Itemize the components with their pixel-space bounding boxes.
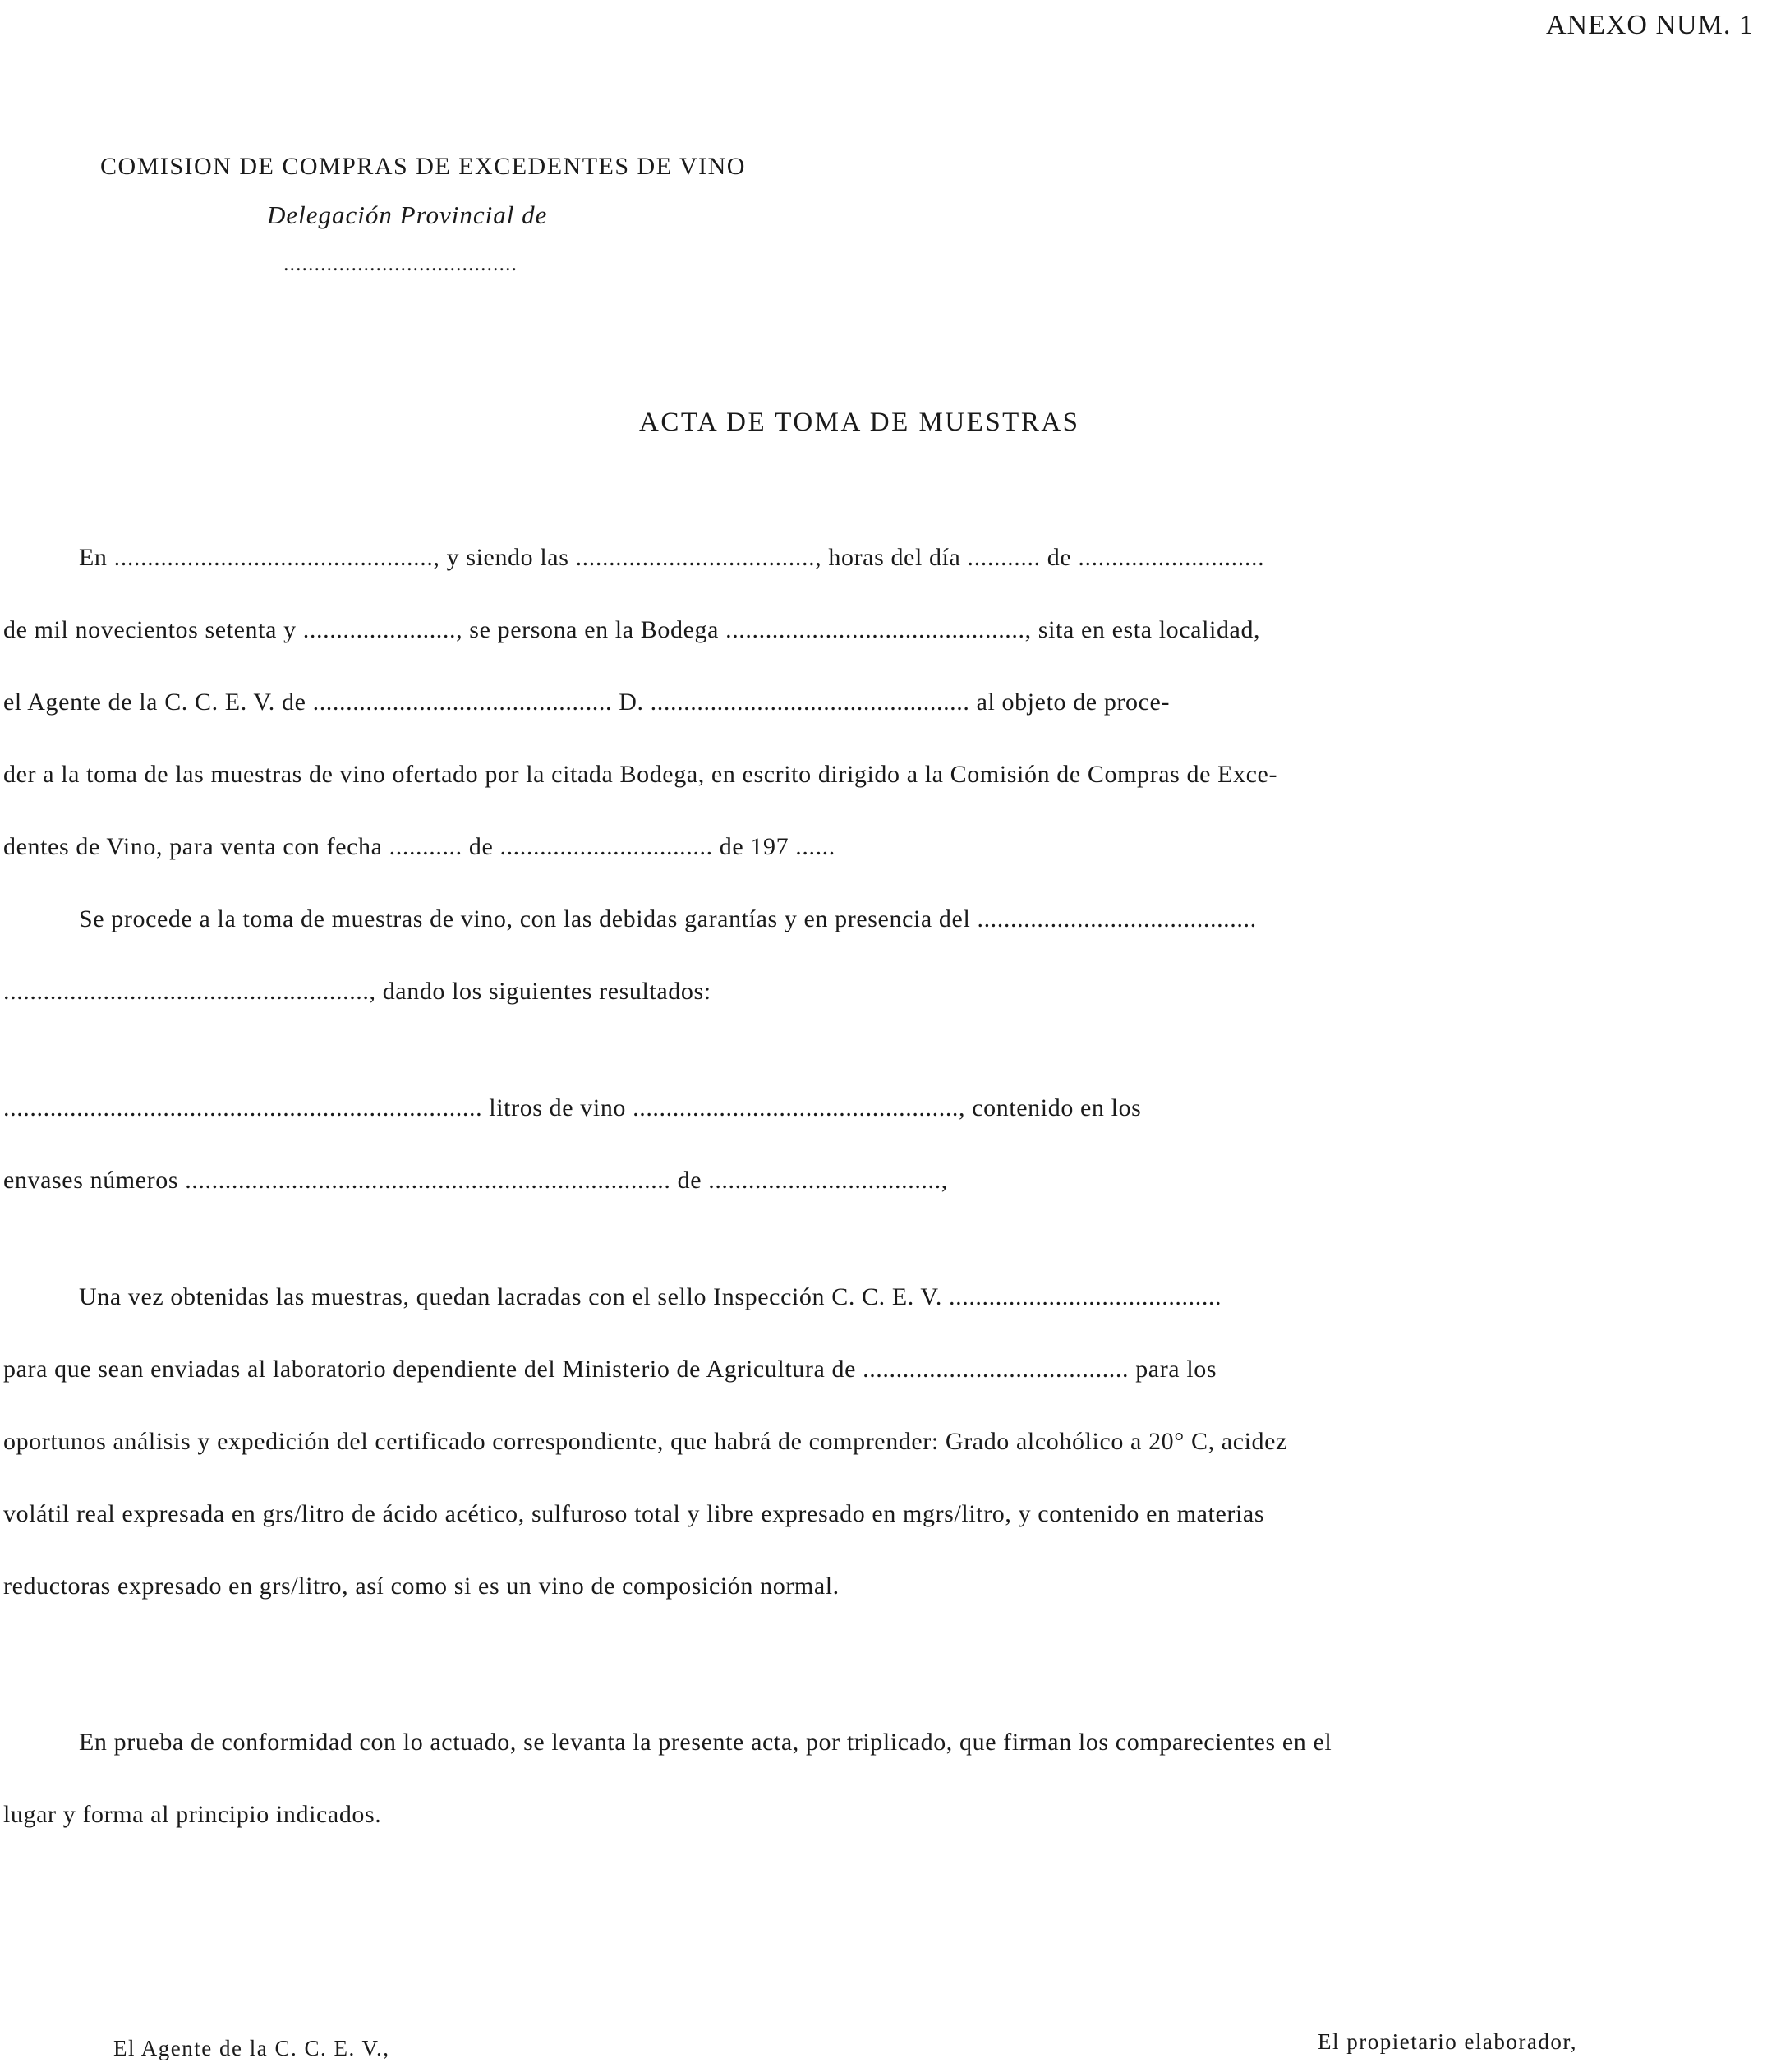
document-title: ACTA DE TOMA DE MUESTRAS [639, 407, 1080, 437]
body-line: envases números ......................................................................... de ..................................., [3, 1167, 948, 1194]
body-line: el Agente de la C. C. E. V. de ............................................. D. ................................................ al objeto de proce- [3, 688, 1171, 716]
body-line: volátil real expresada en grs/litro de ácido acético, sulfuroso total y libre expresado en mgrs/litro, y contenido en materias [3, 1500, 1265, 1527]
body-line: dentes de Vino, para venta con fecha ........... de ................................ de 197 ...... [3, 833, 835, 860]
body-line: para que sean enviadas al laboratorio dependiente del Ministerio de Agricultura de ........................................ para los [3, 1356, 1217, 1383]
body-line: reductoras expresado en grs/litro, así como si es un vino de composición normal. [3, 1572, 840, 1600]
body-line: Se procede a la toma de muestras de vino, con las debidas garantías y en presencia del .......................................... [79, 905, 1257, 932]
delegation-blank-field: ...................................... [283, 251, 518, 275]
body-line: de mil novecientos setenta y ......................., se persona en la Bodega ............................................., sita en esta localidad, [3, 616, 1261, 643]
body-line: der a la toma de las muestras de vino ofertado por la citada Bodega, en escrito dirigido a la Comisión de Compras de Exce- [3, 761, 1278, 788]
body-line: lugar y forma al principio indicados. [3, 1801, 382, 1828]
body-line: ......................................................., dando los siguientes resultados: [3, 978, 711, 1005]
agent-signature-label: El Agente de la C. C. E. V., [113, 2036, 390, 2060]
body-line: oportunos análisis y expedición del certificado correspondiente, que habrá de comprender: Grado alcohólico a 20° C, acidez [3, 1428, 1287, 1455]
body-line: En ................................................, y siendo las ...................................., horas del día ........... de ............................ [79, 544, 1265, 571]
body-line: En prueba de conformidad con lo actuado, se levanta la presente acta, por triplicado, que firman los comparecientes en el [79, 1729, 1332, 1756]
body-line: Una vez obtenidas las muestras, quedan lacradas con el sello Inspección C. C. E. V. ......................................... [79, 1283, 1222, 1310]
delegation-label: Delegación Provincial de [267, 200, 548, 229]
organization-name: COMISION DE COMPRAS DE EXCEDENTES DE VINO [100, 153, 746, 180]
annex-number: ANEXO NUM. 1 [1546, 10, 1754, 40]
owner-signature-label: El propietario elaborador, [1318, 2029, 1578, 2054]
body-line: ........................................................................ litros de vino ................................................., contenido en los [3, 1094, 1142, 1121]
